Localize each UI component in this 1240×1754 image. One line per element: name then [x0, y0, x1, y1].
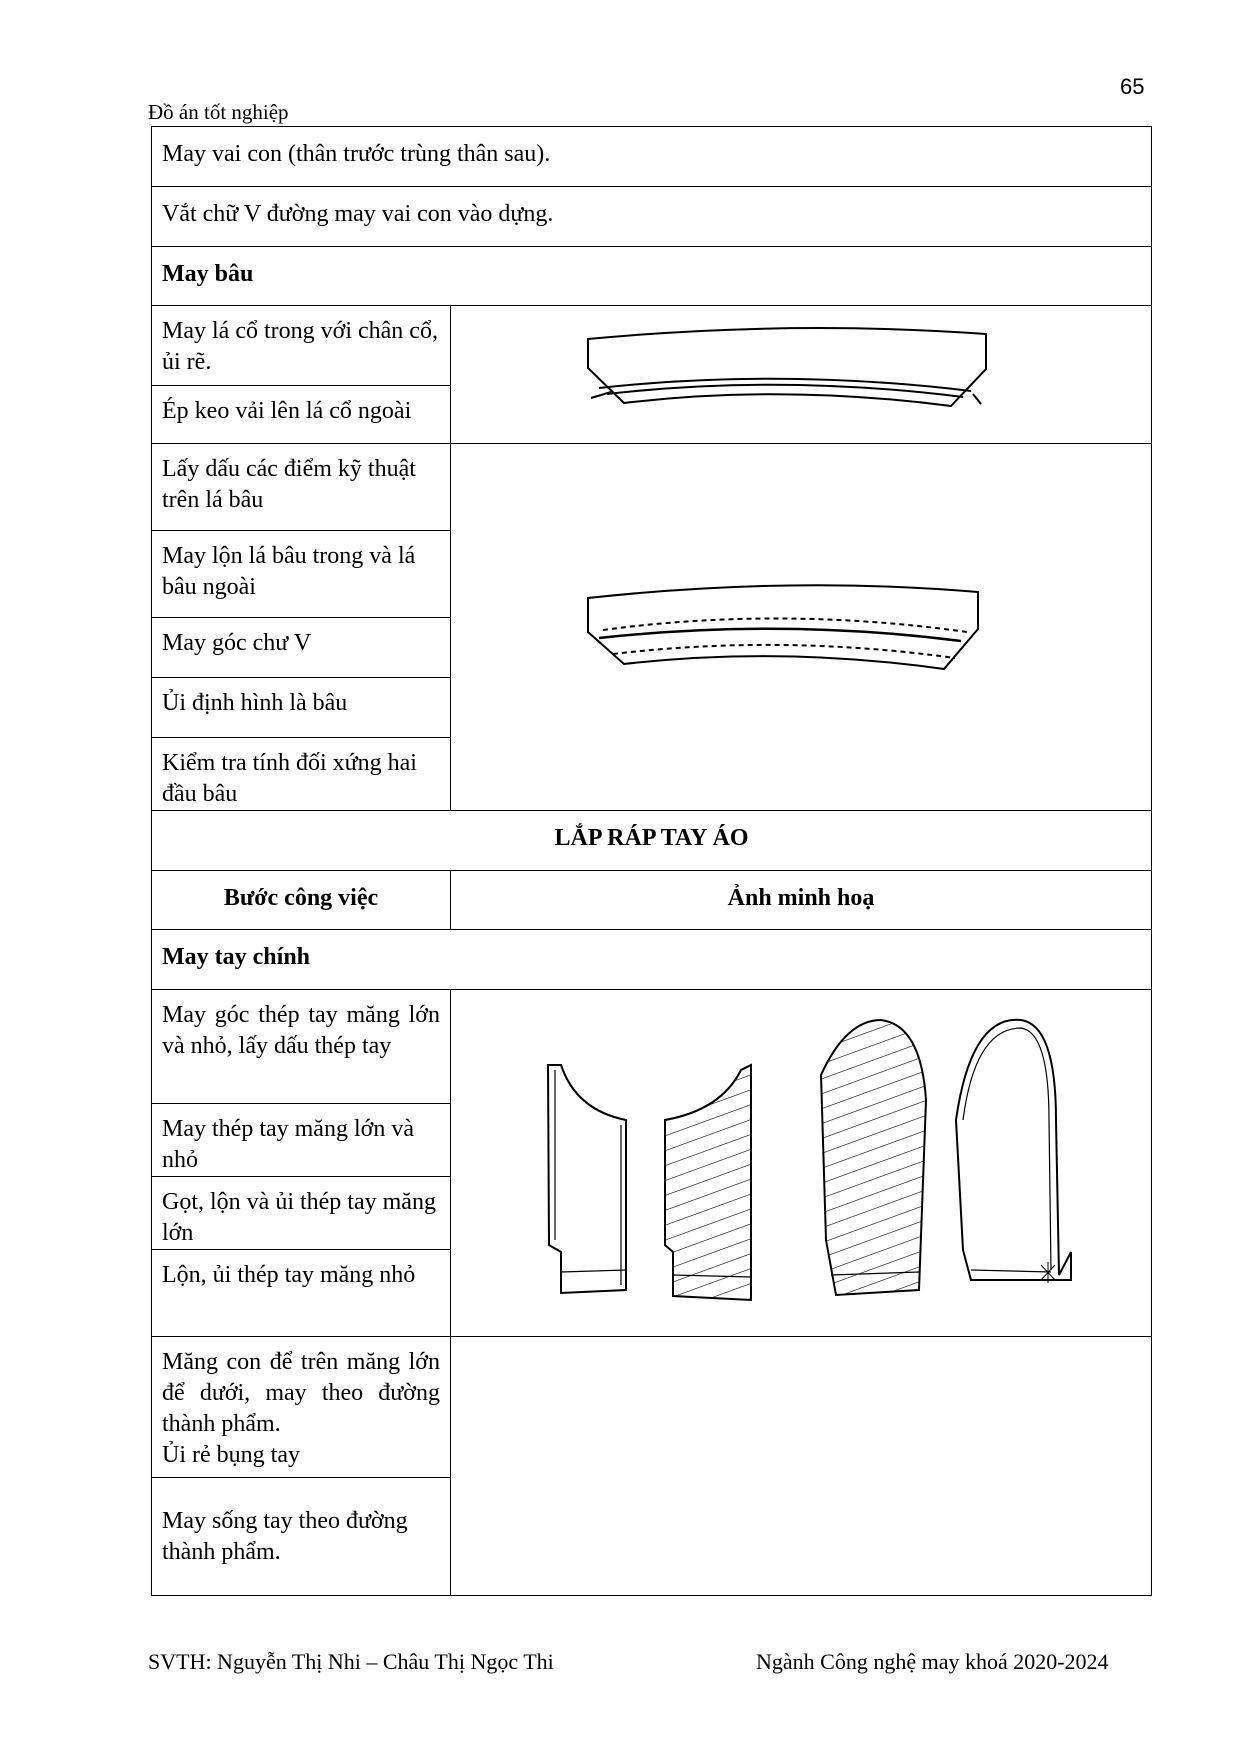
collar-step: May lộn lá bâu trong và lá bâu ngoài	[152, 531, 451, 618]
row-shoulder-seam: May vai con (thân trước trùng thân sau).	[152, 127, 1152, 187]
collar-step: May lá cổ trong với chân cổ, ủi rẽ.	[152, 306, 451, 386]
footer-program: Ngành Công nghệ may khoá 2020-2024	[756, 1649, 1109, 1674]
sleeve-step: May thép tay măng lớn và nhỏ	[152, 1104, 451, 1177]
footer-student-names: SVTH: Nguyễn Thị Nhi – Châu Thị Ngọc Thi	[148, 1649, 554, 1674]
sleeve-assembly-step: May sống tay theo đường thành phẩm.	[152, 1478, 451, 1596]
collar-sewing-drawing	[451, 306, 1151, 443]
process-table	[151, 126, 1151, 1596]
sleeve-illustration	[451, 990, 1152, 1337]
collar-illustration-1	[451, 306, 1152, 444]
column-header-step: Bước công việc	[152, 871, 451, 930]
column-header-image: Ảnh minh hoạ	[451, 871, 1152, 930]
sleeve-assembly-illustration	[451, 1337, 1152, 1596]
sleeve-assembly-step	[152, 1337, 451, 1478]
collar-step: Ép keo vải lên lá cổ ngoài	[152, 385, 451, 443]
row-v-stitch: Vắt chữ V đường may vai con vào dựng.	[152, 187, 1152, 247]
sleeve-step: May góc thép tay măng lớn và nhỏ, lấy dấu thép tay	[152, 990, 451, 1104]
sleeve-step: Lộn, ủi thép tay măng nhỏ	[152, 1250, 451, 1337]
sleeve-placket-drawing	[451, 990, 1151, 1336]
collar-step: Lấy dấu các điểm kỹ thuật trên lá bâu	[152, 444, 451, 531]
document-header-title: Đồ án tốt nghiệp	[148, 100, 289, 124]
collar-step: Ủi định hình là bâu	[152, 678, 451, 738]
collar-turned-drawing	[451, 446, 1151, 808]
sleeve-step: Gọt, lộn và ủi thép tay măng lớn	[152, 1177, 451, 1250]
sleeve-assembly-step-line: Măng con để trên măng lớn để dưới, may theo đường thành phẩm.	[162, 1349, 440, 1437]
section-sleeve-assembly: LẮP RÁP TAY ÁO	[152, 811, 1152, 871]
page-number: 65	[1120, 74, 1145, 99]
collar-step: Kiểm tra tính đối xứng hai đầu bâu	[152, 738, 451, 811]
sleeve-assembly-step-line: Ủi rẻ bụng tay	[162, 1442, 300, 1468]
collar-step: May góc chư V	[152, 618, 451, 678]
section-main-sleeve: May tay chính	[152, 930, 1152, 990]
section-collar: May bâu	[152, 247, 1152, 306]
collar-illustration-2	[451, 444, 1152, 811]
